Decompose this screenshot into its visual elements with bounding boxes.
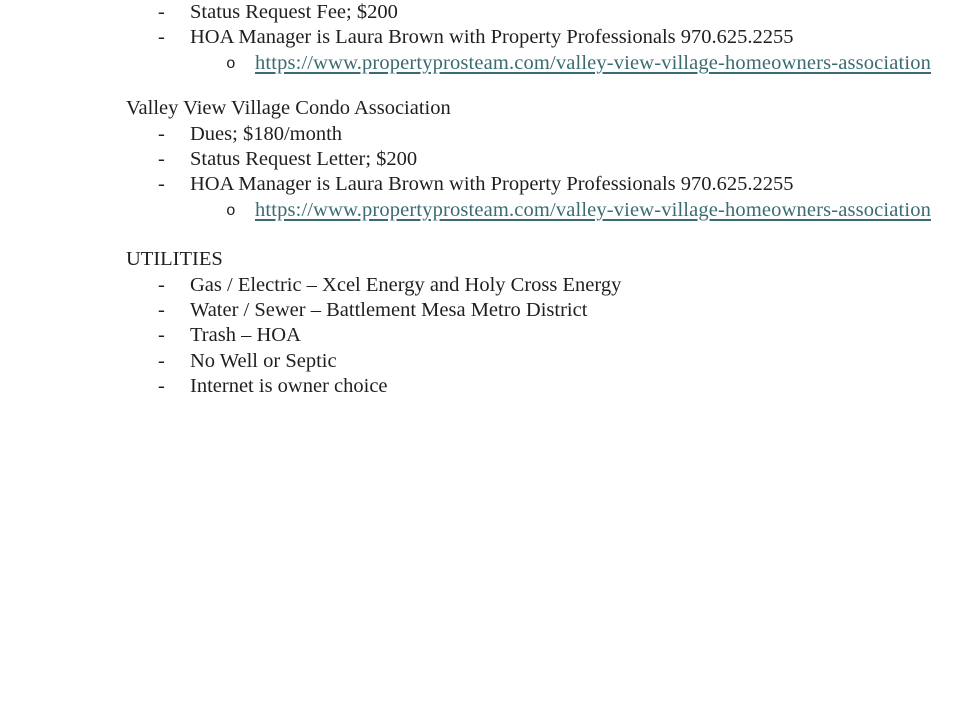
list-item xyxy=(126,122,960,147)
dash-bullet: - xyxy=(158,1,165,23)
section-heading: Valley View Village Condo Association xyxy=(126,97,451,120)
paragraph-spacer xyxy=(126,223,960,247)
list-item xyxy=(126,298,960,323)
list-item xyxy=(126,172,960,197)
dash-bullet: - xyxy=(158,324,165,347)
dash-bullet: - xyxy=(158,147,165,170)
list-item-text: Gas / Electric – Xcel Energy and Holy Cross Energy xyxy=(190,273,622,296)
list-item xyxy=(126,25,960,50)
list-item xyxy=(126,147,960,172)
list-item-link xyxy=(126,198,960,223)
list-item-text: Internet is owner choice xyxy=(190,375,388,398)
list-item xyxy=(126,0,960,25)
document-content xyxy=(126,0,960,399)
list-item-text: HOA Manager is Laura Brown with Property Professionals 970.625.2255 xyxy=(190,173,794,196)
paragraph-spacer xyxy=(126,76,960,96)
list-item-text: Trash – HOA xyxy=(190,324,301,347)
list-item xyxy=(126,323,960,348)
circle-bullet: o xyxy=(226,54,236,73)
dash-bullet: - xyxy=(158,122,165,145)
circle-bullet: o xyxy=(226,201,236,220)
dash-bullet: - xyxy=(158,349,165,372)
hoa-website-link[interactable]: https://www.propertyprosteam.com/valley-view-village-homeowners-association xyxy=(255,198,931,221)
section-heading: UTILITIES xyxy=(126,248,223,271)
list-item xyxy=(126,273,960,298)
list-item-text: Water / Sewer – Battlement Mesa Metro District xyxy=(190,298,588,321)
dash-bullet: - xyxy=(158,273,165,296)
dash-bullet: - xyxy=(158,173,165,196)
list-item xyxy=(126,374,960,399)
list-item-text: No Well or Septic xyxy=(190,349,337,372)
list-item-text: Status Request Fee; $200 xyxy=(190,1,398,23)
list-item-text: Dues; $180/month xyxy=(190,122,343,145)
list-item xyxy=(126,349,960,374)
list-item-text: HOA Manager is Laura Brown with Property Professionals 970.625.2255 xyxy=(190,26,794,49)
hoa-website-link[interactable]: https://www.propertyprosteam.com/valley-view-village-homeowners-association xyxy=(255,51,931,74)
dash-bullet: - xyxy=(158,375,165,398)
dash-bullet: - xyxy=(158,298,165,321)
dash-bullet: - xyxy=(158,26,165,49)
list-item-text: Status Request Letter; $200 xyxy=(190,147,418,170)
list-item-link xyxy=(126,51,960,76)
